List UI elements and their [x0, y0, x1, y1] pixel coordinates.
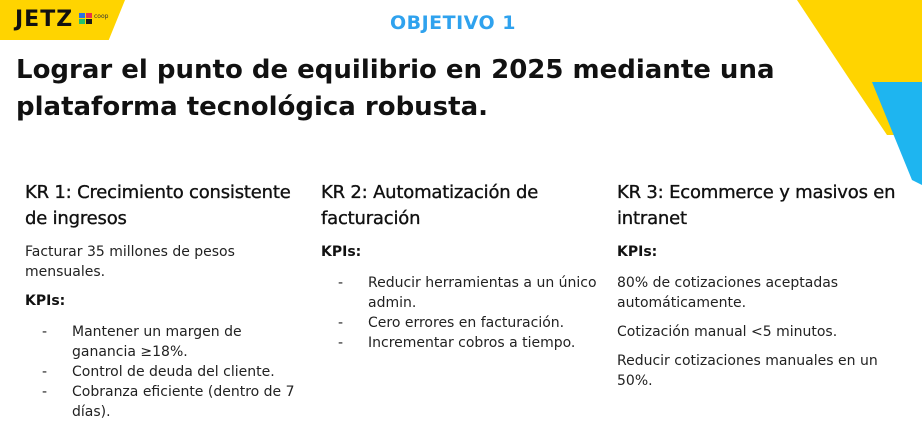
kr-title: KR 3: Ecommerce y masivos en intranet: [617, 182, 896, 229]
kpi-text: Incrementar cobros a tiempo.: [368, 335, 576, 351]
kpi-label: KPIs:: [321, 244, 362, 260]
kpi-item: [25, 382, 305, 422]
kr-title: KR 1: Crecimiento consistente de ingresos: [25, 182, 291, 229]
kr-column-3: [617, 180, 897, 400]
logo-wordmark: JETZ: [15, 7, 74, 32]
objective-eyebrow: OBJETIVO 1: [389, 12, 517, 34]
kpi-paragraph: 80% de cotizaciones aceptadas automáticamente.: [617, 275, 839, 311]
logo-suffix: coop: [94, 13, 109, 20]
kpi-list: [321, 273, 601, 353]
kpi-text: Mantener un margen de ganancia ≥18%.: [72, 324, 242, 360]
kpi-text: Reducir herramientas a un único admin.: [368, 275, 597, 311]
kpi-item: [321, 333, 601, 353]
kr-title: KR 2: Automatización de facturación: [321, 182, 539, 229]
bullet-dash: -: [42, 364, 48, 380]
kpi-item: [25, 322, 305, 362]
bullet-dash: -: [42, 324, 48, 340]
blue-stripe-shape: [872, 82, 922, 185]
bullet-dash: -: [42, 384, 48, 400]
kpi-paragraph: Cotización manual <5 minutos.: [617, 324, 838, 340]
kpi-text: Control de deuda del cliente.: [72, 364, 275, 380]
bullet-dash: -: [338, 335, 344, 351]
kr-column-1: [25, 180, 305, 422]
kpi-label: KPIs:: [25, 293, 66, 309]
kpi-item: [25, 362, 305, 382]
kr-column-2: [321, 180, 601, 353]
kpi-item: [321, 273, 601, 313]
kpi-paragraph: Reducir cotizaciones manuales en un 50%.: [617, 353, 878, 389]
kpi-text: Cero errores en facturación.: [368, 315, 565, 331]
kpi-text: Cobranza eficiente (dentro de 7 días).: [72, 384, 295, 420]
page-title: Lograr el punto de equilibrio en 2025 mediante una plataforma tecnológica robusta.: [16, 55, 775, 122]
kr-description: Facturar 35 millones de pesos mensuales.: [25, 244, 235, 280]
kpi-label: KPIs:: [617, 244, 658, 260]
kpi-item: [321, 313, 601, 333]
bullet-dash: -: [338, 275, 344, 291]
bullet-dash: -: [338, 315, 344, 331]
kpi-list: [25, 322, 305, 422]
